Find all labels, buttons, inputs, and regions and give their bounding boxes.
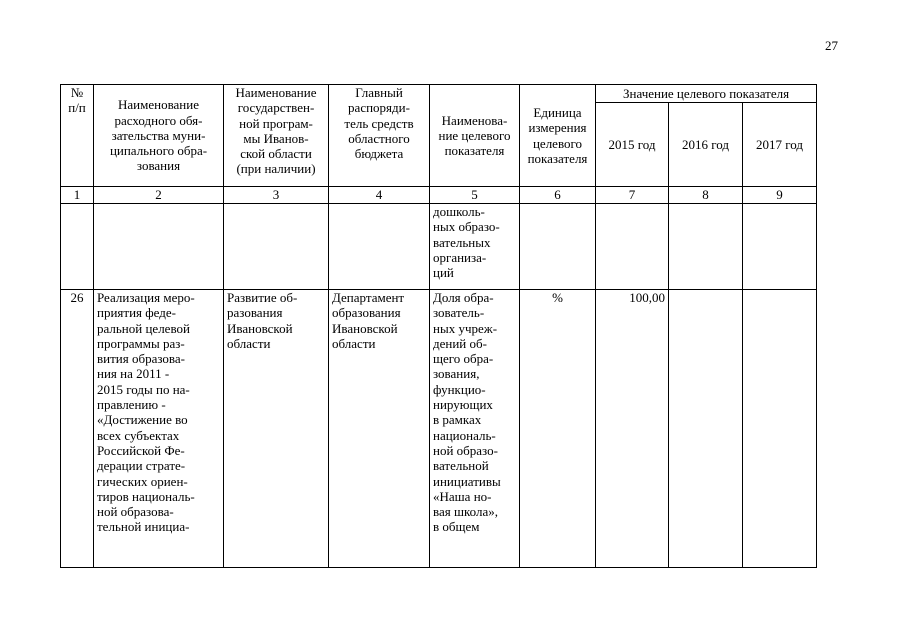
column-number: 2 xyxy=(94,187,224,204)
cell-value-2016 xyxy=(669,204,743,290)
cell-value-2017 xyxy=(743,290,817,568)
column-number: 1 xyxy=(61,187,94,204)
cell-obligation xyxy=(94,204,224,290)
header-col-program: Наименование государствен- ной програм- мы Иванов- ской области (при наличии) xyxy=(224,85,329,187)
cell-program xyxy=(224,204,329,290)
column-number: 6 xyxy=(520,187,596,204)
header-col-unit: Единица измерения целевого показателя xyxy=(520,85,596,187)
header-col-manager: Главный распоряди- тель средств областного бюджета xyxy=(329,85,430,187)
column-number: 7 xyxy=(596,187,669,204)
header-row-1 xyxy=(61,85,817,103)
header-target-value-group: Значение целевого показателя xyxy=(596,85,817,103)
cell-indicator: дошколь- ных образо- вательных организа- ций xyxy=(430,204,520,290)
cell-value-2015: 100,00 xyxy=(596,290,669,568)
header-year-2017: 2017 год xyxy=(743,103,817,187)
column-number-row xyxy=(61,187,817,204)
column-number: 3 xyxy=(224,187,329,204)
header-col-obligation: Наименование расходного обя- зательства муни- ципального обра- зования xyxy=(94,85,224,187)
header-col-indicator: Наименова- ние целевого показателя xyxy=(430,85,520,187)
cell-manager xyxy=(329,204,430,290)
table-row xyxy=(61,204,817,290)
table-row xyxy=(61,290,817,568)
cell-unit: % xyxy=(520,290,596,568)
column-number: 9 xyxy=(743,187,817,204)
column-number: 4 xyxy=(329,187,430,204)
cell-number: 26 xyxy=(61,290,94,568)
cell-program: Развитие об- разования Ивановской области xyxy=(224,290,329,568)
header-year-2016: 2016 год xyxy=(669,103,743,187)
cell-value-2015 xyxy=(596,204,669,290)
header-year-2015: 2015 год xyxy=(596,103,669,187)
column-number: 5 xyxy=(430,187,520,204)
target-indicators-table xyxy=(60,84,817,568)
page-number: 27 xyxy=(825,38,838,53)
cell-unit xyxy=(520,204,596,290)
cell-indicator: Доля обра- зователь- ных учреж- дений об- щего обра- зования, функцио- нирующих в рамках националь- ной образо- вательной инициативы «Наша но- вая школа», в общем xyxy=(430,290,520,568)
cell-manager: Департамент образования Ивановской области xyxy=(329,290,430,568)
header-col-number: № п/п xyxy=(61,85,94,187)
cell-number xyxy=(61,204,94,290)
cell-value-2017 xyxy=(743,204,817,290)
column-number: 8 xyxy=(669,187,743,204)
cell-value-2016 xyxy=(669,290,743,568)
cell-obligation: Реализация меро- приятия феде- ральной целевой программы раз- вития образова- ния на 2011 - 2015 годы по на- правлению - «Достижение во всех субъектах Российской Фе- дерации страте- гических ориен- тиров националь- ной образова- тельной инициа- xyxy=(94,290,224,568)
